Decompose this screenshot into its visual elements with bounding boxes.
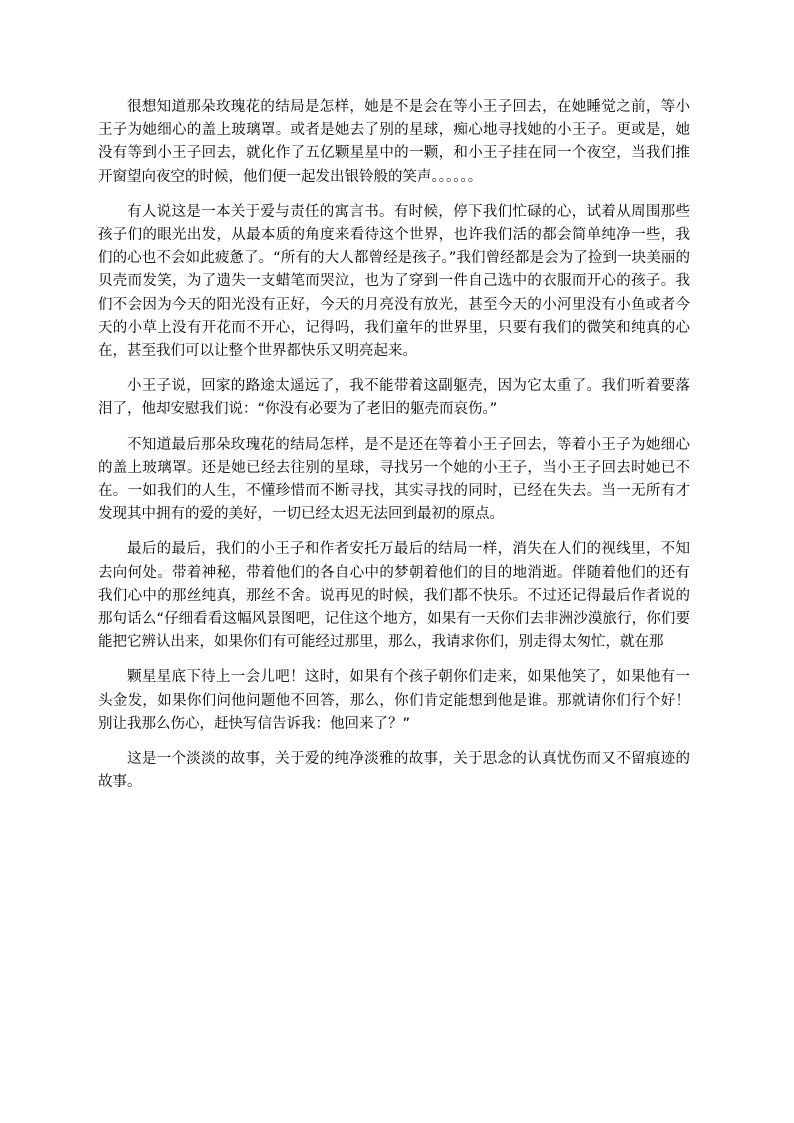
paragraph-4: 不知道最后那朵玫瑰花的结局怎样，是不是还在等着小王子回去，等着小王子为她细心的盖上玻璃罩。还是她已经去往别的星球，寻找另一个她的小王子，当小王子回去时她已不在。一如我们的人生，不懂珍惜而不断寻找，其实寻找的同时，已经在失去。当一无所有才发现其中拥有的爱的美好，一切已经太迟无法回到最初的原点。 [98,436,690,523]
paragraph-3: 小王子说，回家的路途太遥远了，我不能带着这副躯壳，因为它太重了。我们听着要落泪了，他却安慰我们说：“你没有必要为了老旧的躯壳而哀伤。” [98,378,690,418]
paragraph-5: 最后的最后，我们的小王子和作者安托万最后的结局一样，消失在人们的视线里，不知去向何处。带着神秘，带着他们的各自心中的梦朝着他们的目的地消逝。伴随着他们的还有我们心中的那丝纯真，那丝不舍。说再见的时候，我们都不快乐。不过还记得最后作者说的那句话么“仔细看看这幅风景图吧，记住这个地方，如果有一天你们去非洲沙漠旅行，你们要能把它辨认出来，如果你们有可能经过那里，那么，我请求你们，别走得太匆忙，就在那 [98,541,690,651]
paragraph-6: 颗星星底下待上一会儿吧！这时，如果有个孩子朝你们走来，如果他笑了，如果他有一头金发，如果你们问他问题他不回答，那么，你们肯定能想到他是谁。那就请你们行个好！别让我那么伤心，赶快写信告诉我：他回来了？” [98,669,690,732]
paragraph-7: 这是一个淡淡的故事，关于爱的纯净淡雅的故事，关于思念的认真忧伤而又不留痕迹的故事。 [98,751,690,791]
paragraph-2: 有人说这是一本关于爱与责任的寓言书。有时候，停下我们忙碌的心，试着从周围那些孩子们的眼光出发，从最本质的角度来看待这个世界，也许我们活的都会简单纯净一些，我们的心也不会如此疲惫了。“所有的大人都曾经是孩子。”我们曾经都是会为了捡到一块美丽的贝壳而发笑，为了遗失一支蜡笔而哭泣，也为了穿到一件自己选中的衣服而开心的孩子。我们不会因为今天的阳光没有正好，今天的月亮没有放光，甚至今天的小河里没有小鱼或者今天的小草上没有开花而不开心，记得吗，我们童年的世界里，只要有我们的微笑和纯真的心在，甚至我们可以让整个世界都快乐又明亮起来。 [98,203,690,360]
document-body [98,96,690,806]
paragraph-1: 很想知道那朵玫瑰花的结局是怎样，她是不是会在等小王子回去，在她睡觉之前，等小王子为她细心的盖上玻璃罩。或者是她去了别的星球，痴心地寻找她的小王子。更或是，她没有等到小王子回去，就化作了五亿颗星星中的一颗，和小王子挂在同一个夜空，当我们推开窗望向夜空的时候，他们便一起发出银铃般的笑声。。。。。。 [98,99,690,185]
